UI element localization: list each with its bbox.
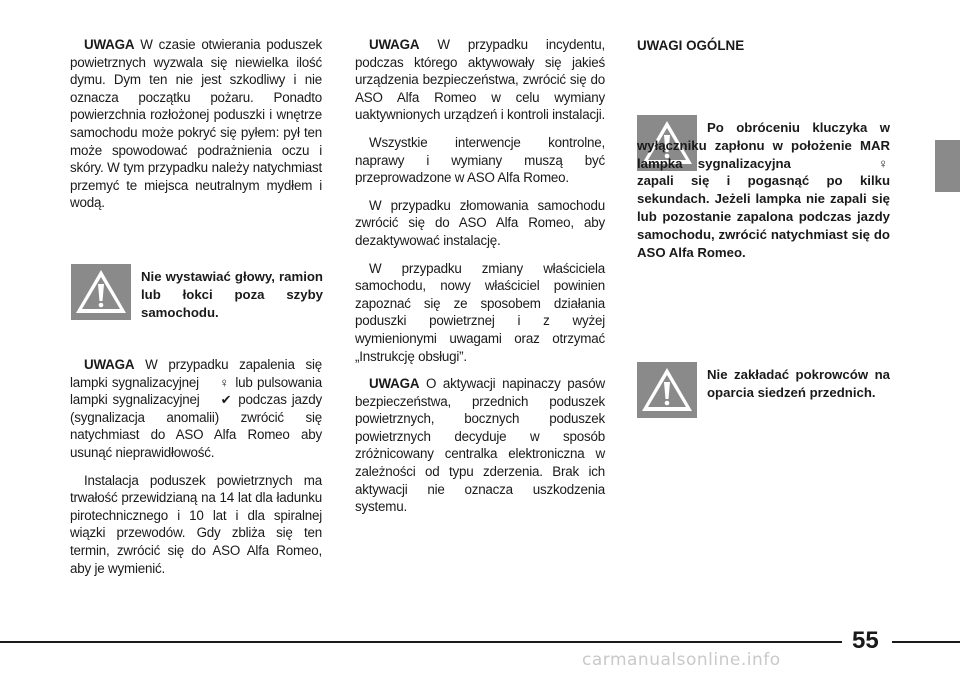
warning-triangle-icon	[637, 362, 697, 418]
warning-text-ignition: Po obróceniu kluczyka w wyłączniku zapłonu w położenie MAR lampka sygnalizacyjna ♀ zapali się i pogasnąć po kilku sekundach. Jeżeli lampka nie zapali się lub pozostanie zapalona podczas jazdy samochodu, zwrócić natychmiast się do ASO Alfa Romeo.	[637, 120, 890, 260]
note-lifetime: Instalacja poduszek powietrznych ma trwałość przewidzianą na 14 lat dla ładunku pirotechnicznego i 10 lat i dla spiralnej wiązki przewodów. Gdy zbliża się ten termin, zwrócić się do ASO Alfa Romeo, aby je wymienić.	[70, 472, 322, 576]
warning-box-right-2	[637, 362, 697, 418]
seatbelt-pretensioner-icon: ✔	[220, 392, 232, 408]
note-incident: UWAGA W przypadku incydentu, podczas którego aktywowały się jakieś urządzenia bezpieczeństwa, zwrócić się do ASO Alfa Romeo w celu wymiany uaktywnionych urządzeń i kontroli instalacji.	[355, 37, 606, 123]
column-left-lower	[70, 356, 322, 587]
note-head: UWAGA	[84, 37, 135, 52]
page-number: 55	[852, 627, 879, 654]
footer-rule-right	[892, 641, 960, 643]
footer-rule-left	[0, 641, 842, 643]
watermark: carmanualsonline.info	[582, 650, 781, 670]
column-middle	[355, 36, 605, 526]
warning-text-covers: Nie zakładać pokrowców na oparcia siedzeń przednich.	[707, 367, 890, 400]
section-heading: UWAGI OGÓLNE	[637, 38, 745, 53]
warning-box-left	[71, 264, 131, 320]
airbag-lamp-icon: ♀	[219, 374, 229, 390]
airbag-lamp-icon: ♀	[878, 155, 888, 171]
warning-text-head: Nie wystawiać głowy, ramion lub łokci poza szyby samochodu.	[141, 269, 323, 320]
warning-triangle-icon	[71, 264, 131, 320]
para-owner: W przypadku zmiany właściciela samochodu, nowy właściciel powinien zapoznać się ze sposobem działania poduszki powietrznej i z wyżej wymienionymi uwagami oraz otrzymać „Instrukcję obsługi”.	[355, 260, 605, 364]
chapter-tab	[935, 140, 960, 192]
para-scrap: W przypadku złomowania samochodu zwrócić się do ASO Alfa Romeo, aby dezaktywować instalację.	[355, 197, 605, 248]
note-lamp: UWAGA W przypadku zapalenia się lampki sygnalizacyjnej ♀ lub pulsowania lampki sygnalizacyjnej ✔ podczas jazdy (sygnalizacja anomalii) zwrócić się natychmiast do ASO Alfa Romeo aby usunąć nieprawidłowość.	[70, 357, 322, 460]
note-activation: UWAGA O aktywacji napinaczy pasów bezpieczeństwa, przednich poduszek powietrznych, bocznych poduszek powietrznych decyduje w sposób zróżnicowany centralka elektroniczna w zależności od typu zderzenia. Brak ich aktywacji nie oznacza uszkodzenia systemu.	[355, 376, 605, 515]
para-service: Wszystkie interwencje kontrolne, naprawy i wymiany muszą być przeprowadzone w ASO Alfa Romeo.	[355, 134, 605, 186]
column-left	[70, 36, 322, 222]
note-smoke: UWAGA W czasie otwierania poduszek powietrznych wyzwala się niewielka ilość dymu. Dym ten nie jest szkodliwy i nie oznacza początku pożaru. Ponadto powierzchnia rozłożonej poduszki i wnętrze samochodu może pokryć się pyłem: pył ten może spowodować podrażnienia oczu i skóry. W tym przypadku należy natychmiast przemyć te miejsca neutralnym mydłem i wodą.	[70, 37, 322, 211]
